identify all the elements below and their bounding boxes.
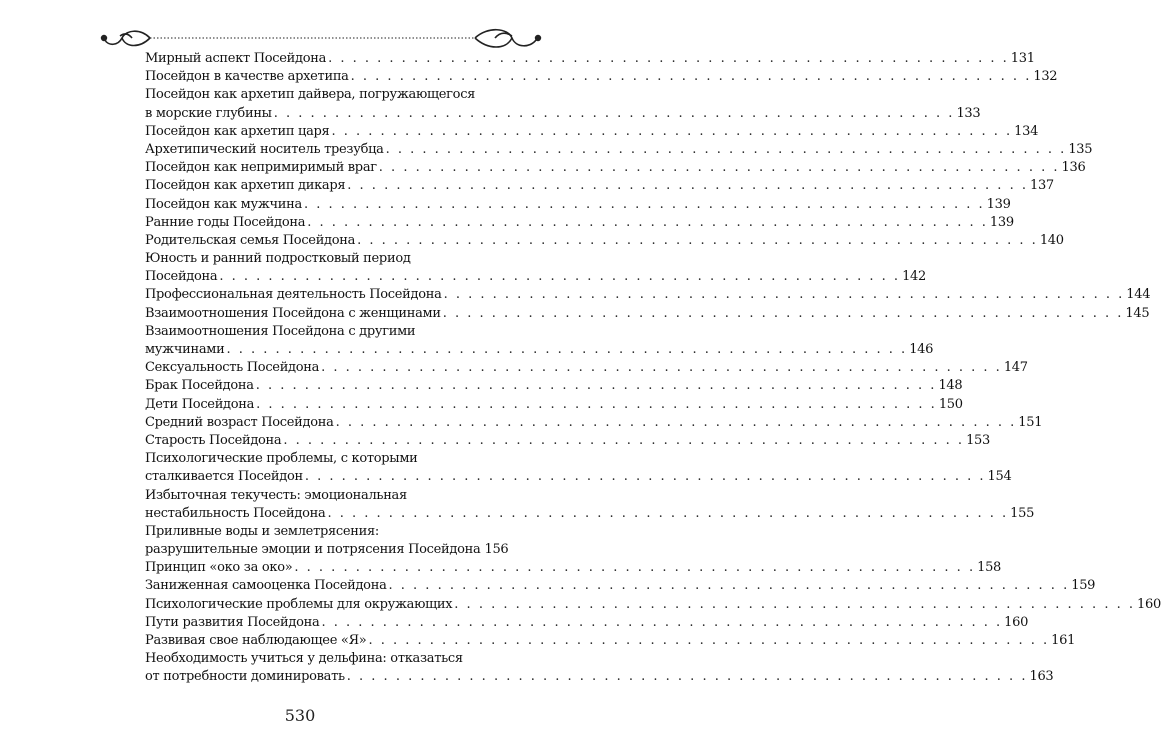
dot-leader: . . . . . . . . . . . . . . . . . . . . . . . . . . . . . . . . . . . . . . . . . . . . . . . . . . . . . . . . [331,123,1013,139]
dot-leader: . . . . . . . . . . . . . . . . . . . . . . . . . . . . . . . . . . . . . . . . . . . . . . . . . . . . . . . . [454,596,1135,612]
toc-entry [145,596,1161,614]
toc-page-number: 144 [1126,287,1151,303]
toc-page-number: 135 [1068,141,1093,157]
toc-entry-title: Посейдон как мужчина [145,196,302,212]
toc-entry-final-line [145,177,1054,195]
toc-page-number: 146 [909,342,934,357]
toc-entry-final-line [145,468,1012,486]
toc-page-number: 163 [1029,669,1054,685]
dot-leader: . . . . . . . . . . . . . . . . . . . . . . . . . . . . . . . . . . . . . . . . . . . . . . . . . . . . . . . . [256,396,937,412]
toc-entry-title: Принцип «око за око» [145,560,293,576]
toc-entry-title: Сексуальность Посейдона [145,360,320,376]
dot-leader: . . . . . . . . . . . . . . . . . . . . . . . . . . . . . . . . . . . . . . . . . . . . . . . . . . . . . . . . [327,505,1009,521]
toc-entry-title: Заниженная самооценка Посейдона [145,578,387,594]
toc-entry-title: Посейдон в качестве архетипа [145,69,349,85]
toc-entry-final-line [145,505,1035,523]
toc-entry-title: Посейдон как непримиримый враг [145,160,377,176]
toc-entry-final-line [145,541,509,559]
toc-entry [145,68,1058,86]
toc-entry-title: Посейдон как архетип дикаря [145,178,346,194]
toc-entry [145,487,1035,523]
toc-page-number: 139 [986,196,1011,212]
dot-leader: . . . . . . . . . . . . . . . . . . . . . . . . . . . . . . . . . . . . . . . . . . . . . . . . . . . . . . . . [443,287,1125,303]
toc-entry-final-line [145,105,981,123]
toc-entry-final-line [145,414,1043,432]
toc-entry-title-line: Взаимоотношения Посейдона с другими [145,323,416,339]
right-flourish-icon [475,30,540,47]
toc-page-number: 153 [966,432,990,448]
toc-page-number: 148 [938,378,963,394]
dot-leader: . . . . . . . . . . . . . . . . . . . . . . . . . . . . . . . . . . . . . . . . . . . . . . . . . . . . . . . . [346,669,1028,685]
toc-entry [145,196,1011,214]
toc-entry [145,305,1150,323]
toc-entry [145,614,1029,632]
dot-leader: . . . . . . . . . . . . . . . . . . . . . . . . . . . . . . . . . . . . . . . . . . . . . . . . . . . . . . . . [283,432,965,448]
toc-entry-final-line [145,286,1151,304]
toc-page-number: 136 [1061,160,1086,176]
dot-leader: . . . . . . . . . . . . . . . . . . . . . . . . . . . . . . . . . . . . . . . . . . . . . . . . . . . . . . . . [303,196,985,212]
toc-entry-final-line [145,614,1029,632]
table-of-contents [145,50,1161,687]
toc-entry-title-line: Юность и ранний подростковый период [145,251,411,267]
toc-entry-title: Профессиональная деятельность Посейдона [145,287,442,303]
toc-page-number: 131 [1010,51,1035,66]
page-number: 530 [284,706,316,725]
toc-entry-final-line [145,141,1093,159]
toc-entry-final-line [145,123,1039,141]
toc-entry-final-line [145,159,1086,177]
toc-entry [145,159,1086,177]
toc-page-number: 132 [1033,69,1058,85]
toc-page-number: 156 [484,542,509,558]
toc-entry-title: Посейдон как архетип царя [145,123,330,139]
toc-entry [145,414,1043,432]
toc-entry-final-line [145,68,1058,86]
toc-entry [145,523,509,559]
toc-entry-title: Взаимоотношения Посейдона с женщинами [145,305,441,321]
toc-entry-title: Архетипический носитель трезубца [145,141,384,157]
toc-entry [145,177,1054,195]
toc-entry [145,450,1012,486]
dot-leader: . . . . . . . . . . . . . . . . . . . . . . . . . . . . . . . . . . . . . . . . . . . . . . . . . . . . . . . . [347,178,1028,194]
toc-entry [145,632,1076,650]
dot-leader: . . . . . . . . . . . . . . . . . . . . . . . . . . . . . . . . . . . . . . . . . . . . . . . . . . . . . . . . [294,560,976,576]
dot-leader: . . . . . . . . . . . . . . . . . . . . . . . . . . . . . . . . . . . . . . . . . . . . . . . . . . . . . . . . [357,232,1038,248]
dot-leader: . . . . . . . . . . . . . . . . . . . . . . . . . . . . . . . . . . . . . . . . . . . . . . . . . . . . . . . . [226,342,908,357]
dot-leader: . . . . . . . . . . . . . . . . . . . . . . . . . . . . . . . . . . . . . . . . . . . . . . . . . . . . . . . . [321,360,1002,376]
toc-entry-title: Пути развития Посейдона [145,614,320,630]
toc-page-number: 151 [1018,414,1043,430]
toc-entry-title: Психологические проблемы для окружающих [145,596,453,612]
toc-entry [145,141,1093,159]
toc-page-number: 133 [956,105,981,121]
toc-entry-title-line: Необходимость учиться у дельфина: отказаться [145,651,463,667]
toc-page-number: 139 [989,214,1014,230]
toc-entry-title: нестабильность Посейдона [145,505,326,521]
toc-entry [145,559,1002,577]
toc-entry [145,650,1054,686]
toc-entry-final-line [145,396,963,414]
toc-entry-final-line [145,341,934,359]
toc-entry [145,86,981,122]
toc-entry [145,123,1039,141]
toc-entry-final-line [145,577,1096,595]
toc-entry-title-line: Посейдон как архетип дайвера, погружающегося [145,87,476,103]
toc-entry-title: Развивая свое наблюдающее «Я» [145,633,367,648]
toc-entry-title: в морские глубины [145,105,272,121]
toc-entry-title: Мирный аспект Посейдона [145,51,327,66]
toc-entry [145,286,1151,304]
toc-entry-final-line [145,50,1035,68]
toc-page-number: 150 [938,396,963,412]
toc-entry-final-line [145,214,1014,232]
toc-entry [145,232,1064,250]
dot-leader: . . . . . . . . . . . . . . . . . . . . . . . . . . . . . . . . . . . . . . . . . . . . . . . . . . . . . . . . [385,141,1067,157]
toc-entry-title: Посейдона [145,269,218,285]
toc-entry [145,323,934,359]
toc-entry-title: Брак Посейдона [145,378,254,394]
left-flourish-icon [102,31,150,45]
toc-entry [145,359,1028,377]
dot-leader: . . . . . . . . . . . . . . . . . . . . . . . . . . . . . . . . . . . . . . . . . . . . . . . . . . . . . . . . [273,105,955,121]
toc-page-number: 158 [977,560,1002,576]
toc-entry-title-line: Избыточная текучесть: эмоциональная [145,487,407,503]
dot-leader: . . . . . . . . . . . . . . . . . . . . . . . . . . . . . . . . . . . . . . . . . . . . . . . . . . . . . . . . [321,614,1003,630]
toc-page-number: 134 [1014,123,1039,139]
toc-entry-final-line [145,377,963,395]
toc-page-number: 160 [1137,596,1161,612]
toc-entry [145,432,990,450]
dot-leader: . . . . . . . . . . . . . . . . . . . . . . . . . . . . . . . . . . . . . . . . . . . . . . . . . . . . . . . . [307,214,988,230]
dot-leader: . . . . . . . . . . . . . . . . . . . . . . . . . . . . . . . . . . . . . . . . . . . . . . . . . . . . . . . . [255,378,937,394]
toc-entry-title: Средний возраст Посейдона [145,414,334,430]
dot-leader: . . . . . . . . . . . . . . . . . . . . . . . . . . . . . . . . . . . . . . . . . . . . . . . . . . . . . . . . [304,469,986,485]
toc-entry [145,214,1014,232]
toc-entry-final-line [145,268,926,286]
dot-leader: . . . . . . . . . . . . . . . . . . . . . . . . . . . . . . . . . . . . . . . . . . . . . . . . . . . . . . . . [368,633,1050,648]
toc-entry-title: Старость Посейдона [145,432,282,448]
toc-entry-final-line [145,232,1064,250]
dot-leader: . . . . . . . . . . . . . . . . . . . . . . . . . . . . . . . . . . . . . . . . . . . . . . . . . . . . . . . . [219,269,901,285]
toc-entry [145,50,1035,68]
toc-page-number: 155 [1010,505,1035,521]
toc-page-number: 160 [1004,614,1029,630]
toc-entry [145,250,926,286]
toc-entry-final-line [145,305,1150,323]
toc-page-number: 145 [1125,305,1150,321]
toc-entry-title: Дети Посейдона [145,396,255,412]
toc-entry [145,396,963,414]
dot-leader: . . . . . . . . . . . . . . . . . . . . . . . . . . . . . . . . . . . . . . . . . . . . . . . . . . . . . . . . [378,160,1060,176]
toc-page-number: 159 [1071,578,1096,594]
toc-entry-final-line [145,596,1161,614]
toc-page-number: 140 [1039,232,1064,248]
toc-page-number: 154 [987,469,1012,485]
toc-entry-title: сталкивается Посейдон [145,469,303,485]
toc-entry [145,377,963,395]
toc-entry-title: Ранние годы Посейдона [145,214,306,230]
dot-leader: . . . . . . . . . . . . . . . . . . . . . . . . . . . . . . . . . . . . . . . . . . . . . . . . . . . . . . . . [350,69,1032,85]
toc-entry-title: разрушительные эмоции и потрясения Посейдона [145,542,481,558]
dot-leader: . . . . . . . . . . . . . . . . . . . . . . . . . . . . . . . . . . . . . . . . . . . . . . . . . . . . . . . . [335,414,1017,430]
toc-entry-title-line: Приливные воды и землетрясения: [145,523,379,539]
dot-leader: . . . . . . . . . . . . . . . . . . . . . . . . . . . . . . . . . . . . . . . . . . . . . . . . . . . . . . . . [442,305,1124,321]
toc-entry-final-line [145,359,1028,377]
toc-entry-final-line [145,559,1002,577]
toc-entry-final-line [145,668,1054,686]
toc-entry [145,577,1096,595]
toc-entry-title-line: Психологические проблемы, с которыми [145,451,418,467]
toc-page-number: 147 [1003,360,1028,376]
toc-entry-title: мужчинами [145,342,225,357]
toc-entry-final-line [145,196,1011,214]
dot-leader: . . . . . . . . . . . . . . . . . . . . . . . . . . . . . . . . . . . . . . . . . . . . . . . . . . . . . . . . [388,578,1070,594]
toc-page-number: 142 [902,269,926,285]
toc-page-number: 161 [1051,633,1076,648]
toc-entry-title: от потребности доминировать [145,669,345,685]
toc-entry-final-line [145,632,1076,650]
toc-entry-final-line [145,432,990,450]
toc-page-number: 137 [1029,178,1054,194]
dot-leader: . . . . . . . . . . . . . . . . . . . . . . . . . . . . . . . . . . . . . . . . . . . . . . . . . . . . . . . . [328,51,1009,66]
toc-entry-title: Родительская семья Посейдона [145,232,356,248]
